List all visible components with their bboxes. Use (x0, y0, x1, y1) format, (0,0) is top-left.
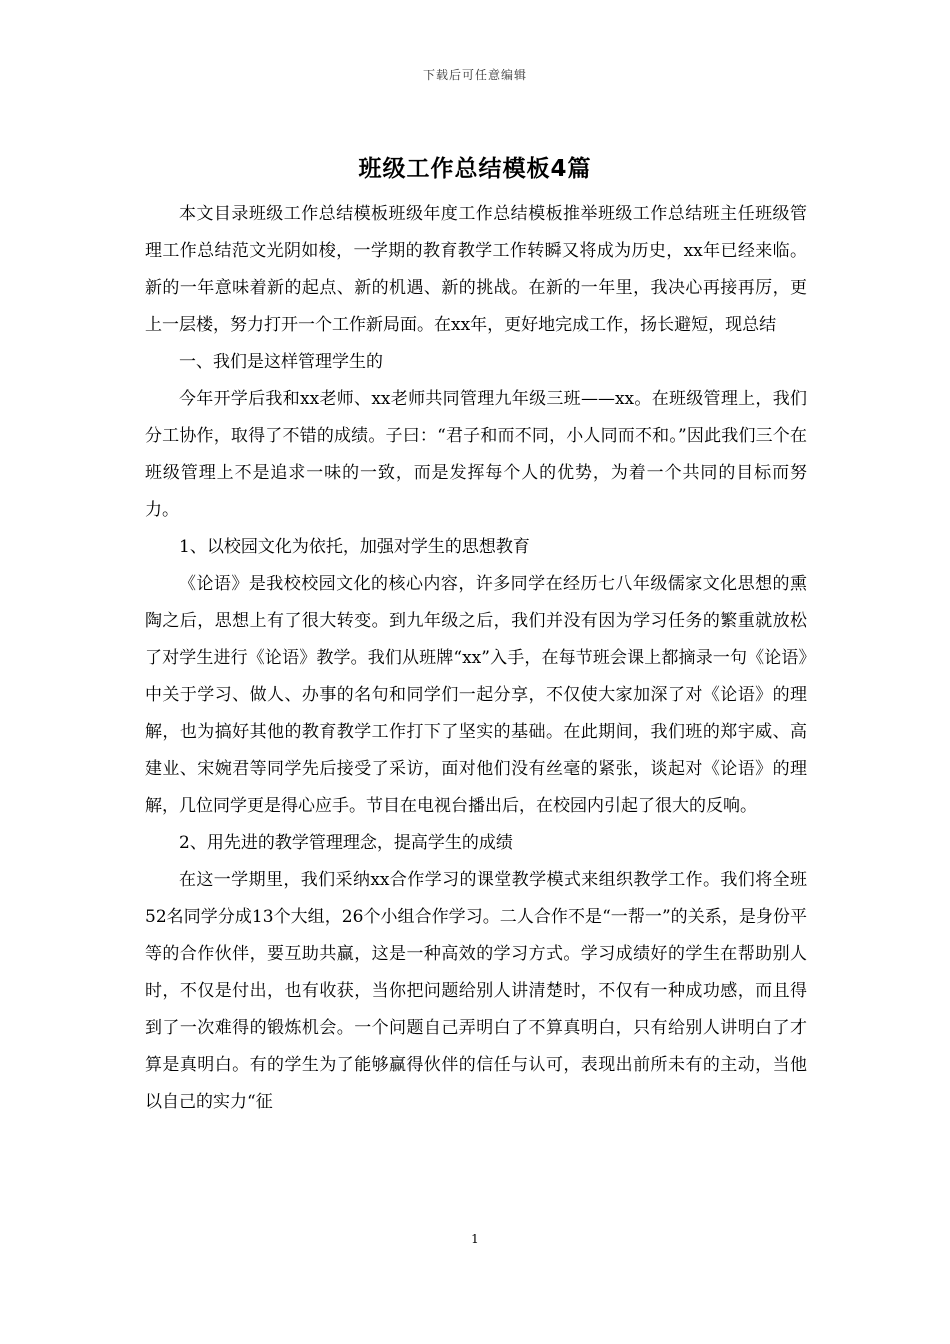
subsection-heading-1: 1、以校园文化为依托，加强对学生的思想教育 (179, 537, 530, 557)
page-header-note: 下载后可任意编辑 (422, 68, 527, 82)
intro-paragraph: 本文目录班级工作总结模板班级年度工作总结模板推举班级工作总结班主任班级管理工作总结范文光阴如梭，一学期的教育教学工作转瞬又将成为历史，xx年已经来临。新的一年意味着新的起点、新的机遇、新的挑战。在新的一年里，我决心再接再厉，更上一层楼，努力打开一个工作新局面。在xx年，更好地完成工作，扬长避短，现总结 (145, 204, 807, 335)
subsection-heading-2: 2、用先进的教学管理理念，提高学生的成绩 (179, 833, 513, 853)
document-body (145, 196, 807, 1121)
page-number: 1 (471, 1232, 479, 1246)
document-title: 班级工作总结模板4篇 (358, 156, 592, 182)
section-heading-1: 一、我们是这样管理学生的 (179, 352, 383, 372)
body-paragraph: 《论语》是我校校园文化的核心内容，许多同学在经历七八年级儒家文化思想的熏陶之后，思想上有了很大转变。到九年级之后，我们并没有因为学习任务的繁重就放松了对学生进行《论语》教学。我们从班牌“xx”入手，在每节班会课上都摘录一句《论语》中关于学习、做人、办事的名句和同学们一起分享，不仅使大家加深了对《论语》的理解，也为搞好其他的教育教学工作打下了坚实的基础。在此期间，我们班的郑宇威、高建业、宋婉君等同学先后接受了采访，面对他们没有丝毫的紧张，谈起对《论语》的理解，几位同学更是得心应手。节目在电视台播出后，在校园内引起了很大的反响。 (145, 574, 807, 816)
body-paragraph: 在这一学期里，我们采纳xx合作学习的课堂教学模式来组织教学工作。我们将全班52名同学分成13个大组，26个小组合作学习。二人合作不是“一帮一”的关系，是身份平等的合作伙伴，要互助共赢，这是一种高效的学习方式。学习成绩好的学生在帮助别人时，不仅是付出，也有收获，当你把问题给别人讲清楚时，不仅有一种成功感，而且得到了一次难得的锻炼机会。一个问题自己弄明白了不算真明白，只有给别人讲明白了才算是真明白。有的学生为了能够赢得伙伴的信任与认可，表现出前所未有的主动，当他以自己的实力“征 (145, 870, 807, 1112)
body-paragraph: 今年开学后我和xx老师、xx老师共同管理九年级三班——xx。在班级管理上，我们分工协作，取得了不错的成绩。子曰：“君子和而不同，小人同而不和。”因此我们三个在班级管理上不是追求一味的一致，而是发挥每个人的优势，为着一个共同的目标而努力。 (145, 389, 807, 520)
